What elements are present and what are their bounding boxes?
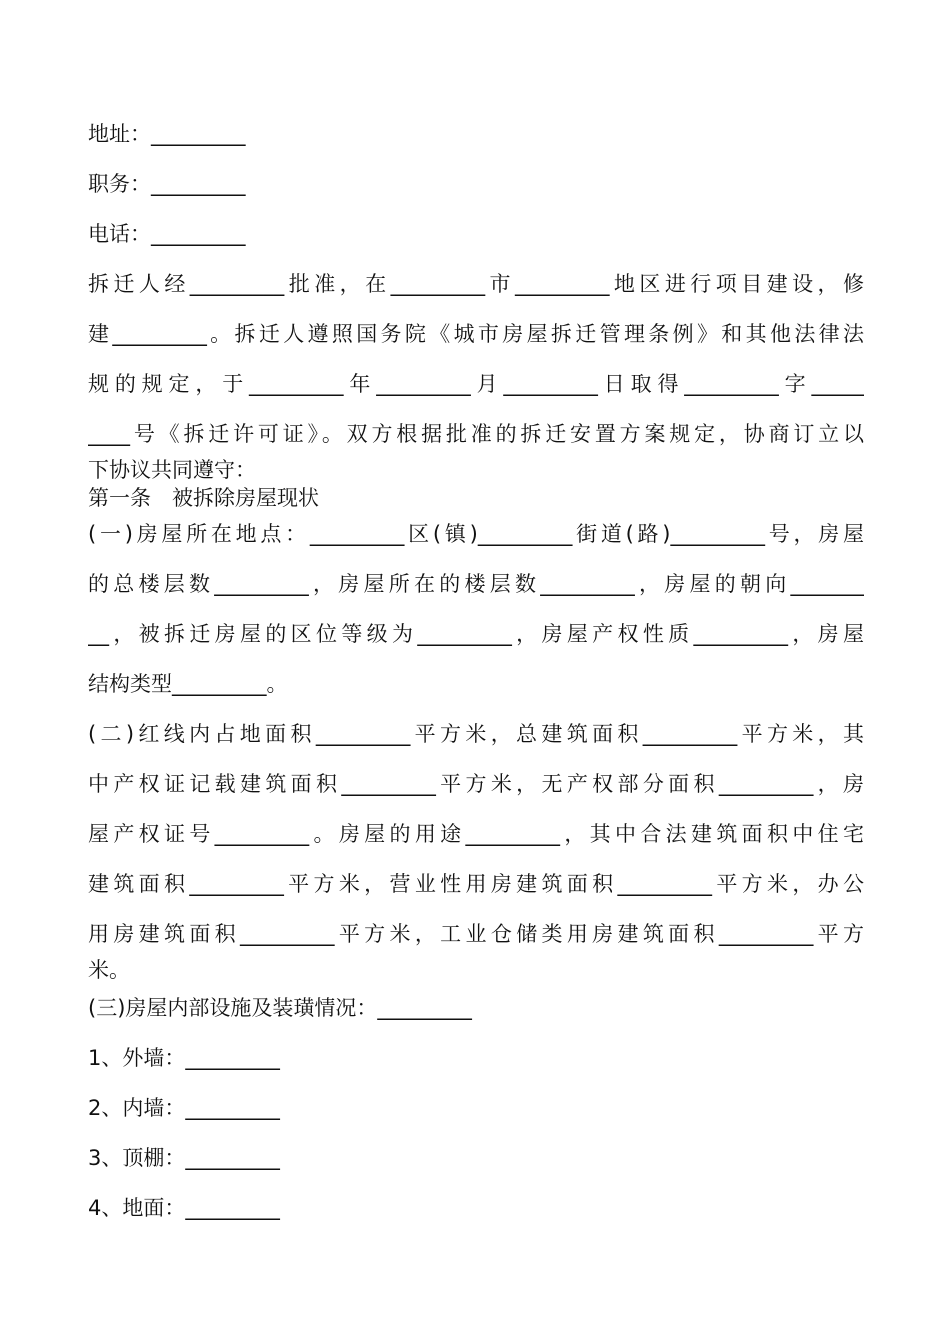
item-ceiling: 3、顶棚：_________	[88, 1146, 280, 1170]
section-one-line-2: 的总楼层数_________，房屋所在的楼层数_________，房屋的朝向_______	[88, 572, 864, 596]
section-one-line-1: (一)房屋所在地点：_________区(镇)_________街道(路)_________号，房屋	[88, 522, 864, 546]
section-two-line-4: 建筑面积_________平方米，营业性用房建筑面积_________平方米，办公	[88, 872, 864, 896]
section-three-heading: (三)房屋内部设施及装璜情况：_________	[88, 996, 472, 1020]
intro-paragraph-line-3: 规的规定，于_________年_________月_________日取得_________字_____	[88, 372, 864, 396]
section-two-line-6: 米。	[88, 958, 130, 982]
article-one-heading: 第一条 被拆除房屋现状	[88, 486, 319, 510]
section-two-line-3: 屋产权证号_________。房屋的用途_________，其中合法建筑面积中住宅	[88, 822, 864, 846]
section-two-line-1: (二)红线内占地面积_________平方米，总建筑面积_________平方米，其	[88, 722, 864, 746]
item-exterior-wall: 1、外墙：_________	[88, 1046, 280, 1070]
intro-paragraph-line-2: 建_________。拆迁人遵照国务院《城市房屋拆迁管理条例》和其他法律法	[88, 322, 864, 346]
intro-paragraph-line-5: 下协议共同遵守：	[88, 458, 256, 482]
intro-paragraph-line-1: 拆迁人经_________批准，在_________市_________地区进行项目建设，修	[88, 272, 864, 296]
section-one-line-4: 结构类型_________。	[88, 672, 288, 696]
position-line: 职务：_________	[88, 172, 246, 196]
section-two-line-2: 中产权证记载建筑面积_________平方米，无产权部分面积_________，房	[88, 772, 864, 796]
item-floor: 4、地面：_________	[88, 1196, 280, 1220]
address-line: 地址：_________	[88, 122, 246, 146]
phone-line: 电话：_________	[88, 222, 246, 246]
intro-paragraph-line-4: ____号《拆迁许可证》。双方根据批准的拆迁安置方案规定，协商订立以	[88, 422, 864, 446]
section-two-line-5: 用房建筑面积_________平方米，工业仓储类用房建筑面积_________平方	[88, 922, 864, 946]
item-interior-wall: 2、内墙：_________	[88, 1096, 280, 1120]
section-one-line-3: __，被拆迁房屋的区位等级为_________，房屋产权性质_________，房屋	[88, 622, 864, 646]
